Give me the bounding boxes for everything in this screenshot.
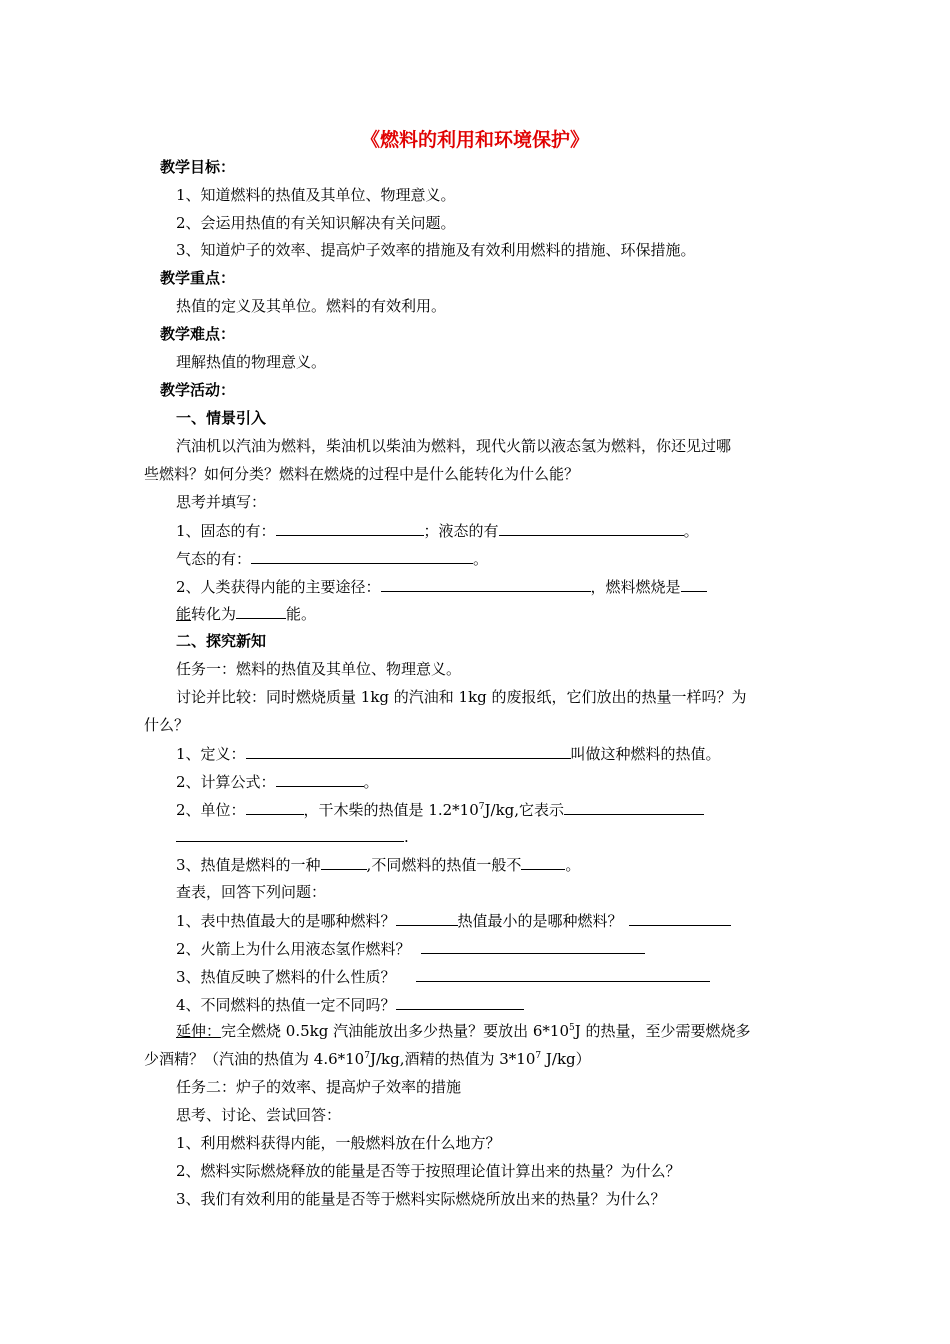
reflection-question-1: 1、利用燃料获得内能，一般燃料放在什么地方？ bbox=[176, 1134, 501, 1152]
unit-label: 2、单位： bbox=[176, 801, 246, 819]
blank-hydrogen-reason[interactable] bbox=[421, 938, 645, 954]
blank-energy-from[interactable] bbox=[681, 576, 707, 592]
goal-item-1: 1、知道燃料的热值及其单位、物理意义。 bbox=[176, 186, 456, 204]
wood-exponent: 7 bbox=[478, 802, 485, 812]
fill-question-2-cont bbox=[176, 603, 316, 624]
q1-label: 1、固态的有： bbox=[176, 522, 276, 540]
table-prompt: 查表，回答下列问题： bbox=[176, 883, 327, 901]
formula-question bbox=[176, 771, 379, 792]
goals-heading: 教学目标： bbox=[160, 158, 236, 176]
q2-convert-label: 转化为 bbox=[191, 605, 237, 623]
blank-solid-fuels[interactable] bbox=[276, 520, 424, 536]
blank-liquid-fuels[interactable] bbox=[499, 520, 684, 536]
key-heading: 教学重点： bbox=[160, 269, 236, 287]
activities-heading: 教学活动： bbox=[160, 381, 236, 399]
blank-internal-energy-way[interactable] bbox=[381, 576, 591, 592]
q1-gas-end: 。 bbox=[473, 550, 489, 568]
extension-line-2 bbox=[144, 1049, 591, 1069]
discussion-line-2: 什么？ bbox=[144, 716, 190, 734]
difficulty-text: 理解热值的物理意义。 bbox=[176, 353, 327, 371]
blank-formula[interactable] bbox=[276, 771, 364, 787]
extension-text-b: J 的热量，至少需要燃烧多 bbox=[574, 1022, 751, 1040]
intro-paragraph-line-1: 汽油机以汽油为燃料，柴油机以柴油为燃料，现代火箭以液态氢为燃料，你还见过哪 bbox=[176, 437, 732, 455]
property-question bbox=[176, 854, 580, 875]
definition-label: 1、定义： bbox=[176, 745, 246, 763]
explore-heading: 二、探究新知 bbox=[176, 632, 267, 650]
extension-exponent-1: 5 bbox=[569, 1023, 575, 1033]
extension-text-c: 少酒精？（汽油的热值为 4.6*10 bbox=[144, 1050, 365, 1068]
table-question-3 bbox=[176, 966, 710, 987]
blank-definition[interactable] bbox=[246, 743, 571, 759]
hydrogen-label: 2、火箭上为什么用液态氢作燃料？ bbox=[176, 940, 411, 958]
extension-text-e: J/kg） bbox=[541, 1050, 591, 1068]
wood-heat-value: ，干木柴的热值是 1.2*10 bbox=[303, 801, 479, 819]
task-1-title: 任务一：燃料的热值及其单位、物理意义。 bbox=[176, 660, 462, 678]
key-text: 热值的定义及其单位。燃料的有效利用。 bbox=[176, 297, 447, 315]
extension-text-d: J/kg,酒精的热值为 3*10 bbox=[369, 1050, 536, 1068]
difficulty-heading: 教学难点： bbox=[160, 325, 236, 343]
formula-label: 2、计算公式： bbox=[176, 773, 276, 791]
q2-energy-word: 能 bbox=[176, 605, 192, 623]
formula-end: 。 bbox=[363, 773, 379, 791]
min-heat-label: 热值最小的是哪种燃料？ bbox=[457, 912, 623, 930]
unit-end: . bbox=[404, 828, 409, 846]
extension-exponent-2: 7 bbox=[364, 1051, 370, 1061]
goal-item-3: 3、知道炉子的效率、提高炉子效率的措施及有效利用燃料的措施、环保措施。 bbox=[176, 241, 696, 259]
blank-unit[interactable] bbox=[246, 799, 304, 815]
think-prompt: 思考并填写： bbox=[176, 493, 267, 511]
max-heat-label: 1、表中热值最大的是哪种燃料？ bbox=[176, 912, 396, 930]
blank-property[interactable] bbox=[321, 854, 367, 870]
blank-different-values[interactable] bbox=[396, 994, 524, 1010]
document-title: 《燃料的利用和环境保护》 bbox=[360, 129, 589, 151]
definition-suffix: 叫做这种燃料的热值。 bbox=[570, 745, 721, 763]
unit-question bbox=[176, 799, 704, 820]
blank-energy-to[interactable] bbox=[236, 603, 286, 619]
q1-end: 。 bbox=[683, 522, 699, 540]
discussion-line-1: 讨论并比较：同时燃烧质量 1kg 的汽油和 1kg 的废报纸，它们放出的热量一样吗？为 bbox=[176, 688, 747, 706]
blank-max-fuel[interactable] bbox=[396, 910, 458, 926]
reflection-question-3: 3、我们有效利用的能量是否等于燃料实际燃烧所放出来的热量？为什么？ bbox=[176, 1190, 666, 1208]
property-end: 。 bbox=[565, 856, 581, 874]
fill-question-1-gas bbox=[176, 548, 488, 569]
intro-heading: 一、情景引入 bbox=[176, 409, 267, 427]
extension-exponent-3: 7 bbox=[535, 1051, 542, 1061]
blank-wood-meaning-cont[interactable] bbox=[176, 826, 404, 842]
goal-item-2: 2、会运用热值的有关知识解决有关问题。 bbox=[176, 214, 456, 232]
task-2-title: 任务二：炉子的效率、提高炉子效率的措施 bbox=[176, 1078, 462, 1096]
blank-min-fuel[interactable] bbox=[629, 910, 731, 926]
definition-question bbox=[176, 743, 721, 764]
extension-label: 延伸： bbox=[176, 1022, 222, 1040]
table-question-4 bbox=[176, 994, 524, 1015]
q2-label: 2、人类获得内能的主要途径： bbox=[176, 578, 381, 596]
unit-question-cont bbox=[176, 826, 409, 847]
fill-question-1 bbox=[176, 520, 699, 541]
extension-line-1 bbox=[176, 1021, 751, 1041]
think-discuss-prompt: 思考、讨论、尝试回答： bbox=[176, 1106, 342, 1124]
property-label: 3、热值是燃料的一种 bbox=[176, 856, 321, 874]
blank-gas-fuels[interactable] bbox=[251, 548, 473, 564]
table-question-2 bbox=[176, 938, 645, 959]
different-values-label: 4、不同燃料的热值一定不同吗？ bbox=[176, 996, 396, 1014]
property-reflect-label: 3、热值反映了燃料的什么性质？ bbox=[176, 968, 396, 986]
q2-combustion-label: ，燃料燃烧是 bbox=[590, 578, 681, 596]
table-question-1 bbox=[176, 910, 731, 931]
blank-wood-meaning[interactable] bbox=[564, 799, 704, 815]
wood-means-label: J/kg,它表示 bbox=[484, 801, 565, 819]
property-different-label: ,不同燃料的热值一般不 bbox=[366, 856, 522, 874]
blank-different[interactable] bbox=[521, 854, 565, 870]
fill-question-2 bbox=[176, 576, 707, 597]
blank-property-reflect[interactable] bbox=[416, 966, 710, 982]
q1-liquid-label: ；液态的有 bbox=[423, 522, 499, 540]
extension-text-a: 完全燃烧 0.5kg 汽油能放出多少热量？要放出 6*10 bbox=[221, 1022, 569, 1040]
q2-end: 能。 bbox=[286, 605, 317, 623]
q1-gas-label: 气态的有： bbox=[176, 550, 252, 568]
reflection-question-2: 2、燃料实际燃烧释放的能量是否等于按照理论值计算出来的热量？为什么？ bbox=[176, 1162, 681, 1180]
intro-paragraph-line-2: 些燃料？如何分类？燃料在燃烧的过程中是什么能转化为什么能？ bbox=[144, 465, 580, 483]
